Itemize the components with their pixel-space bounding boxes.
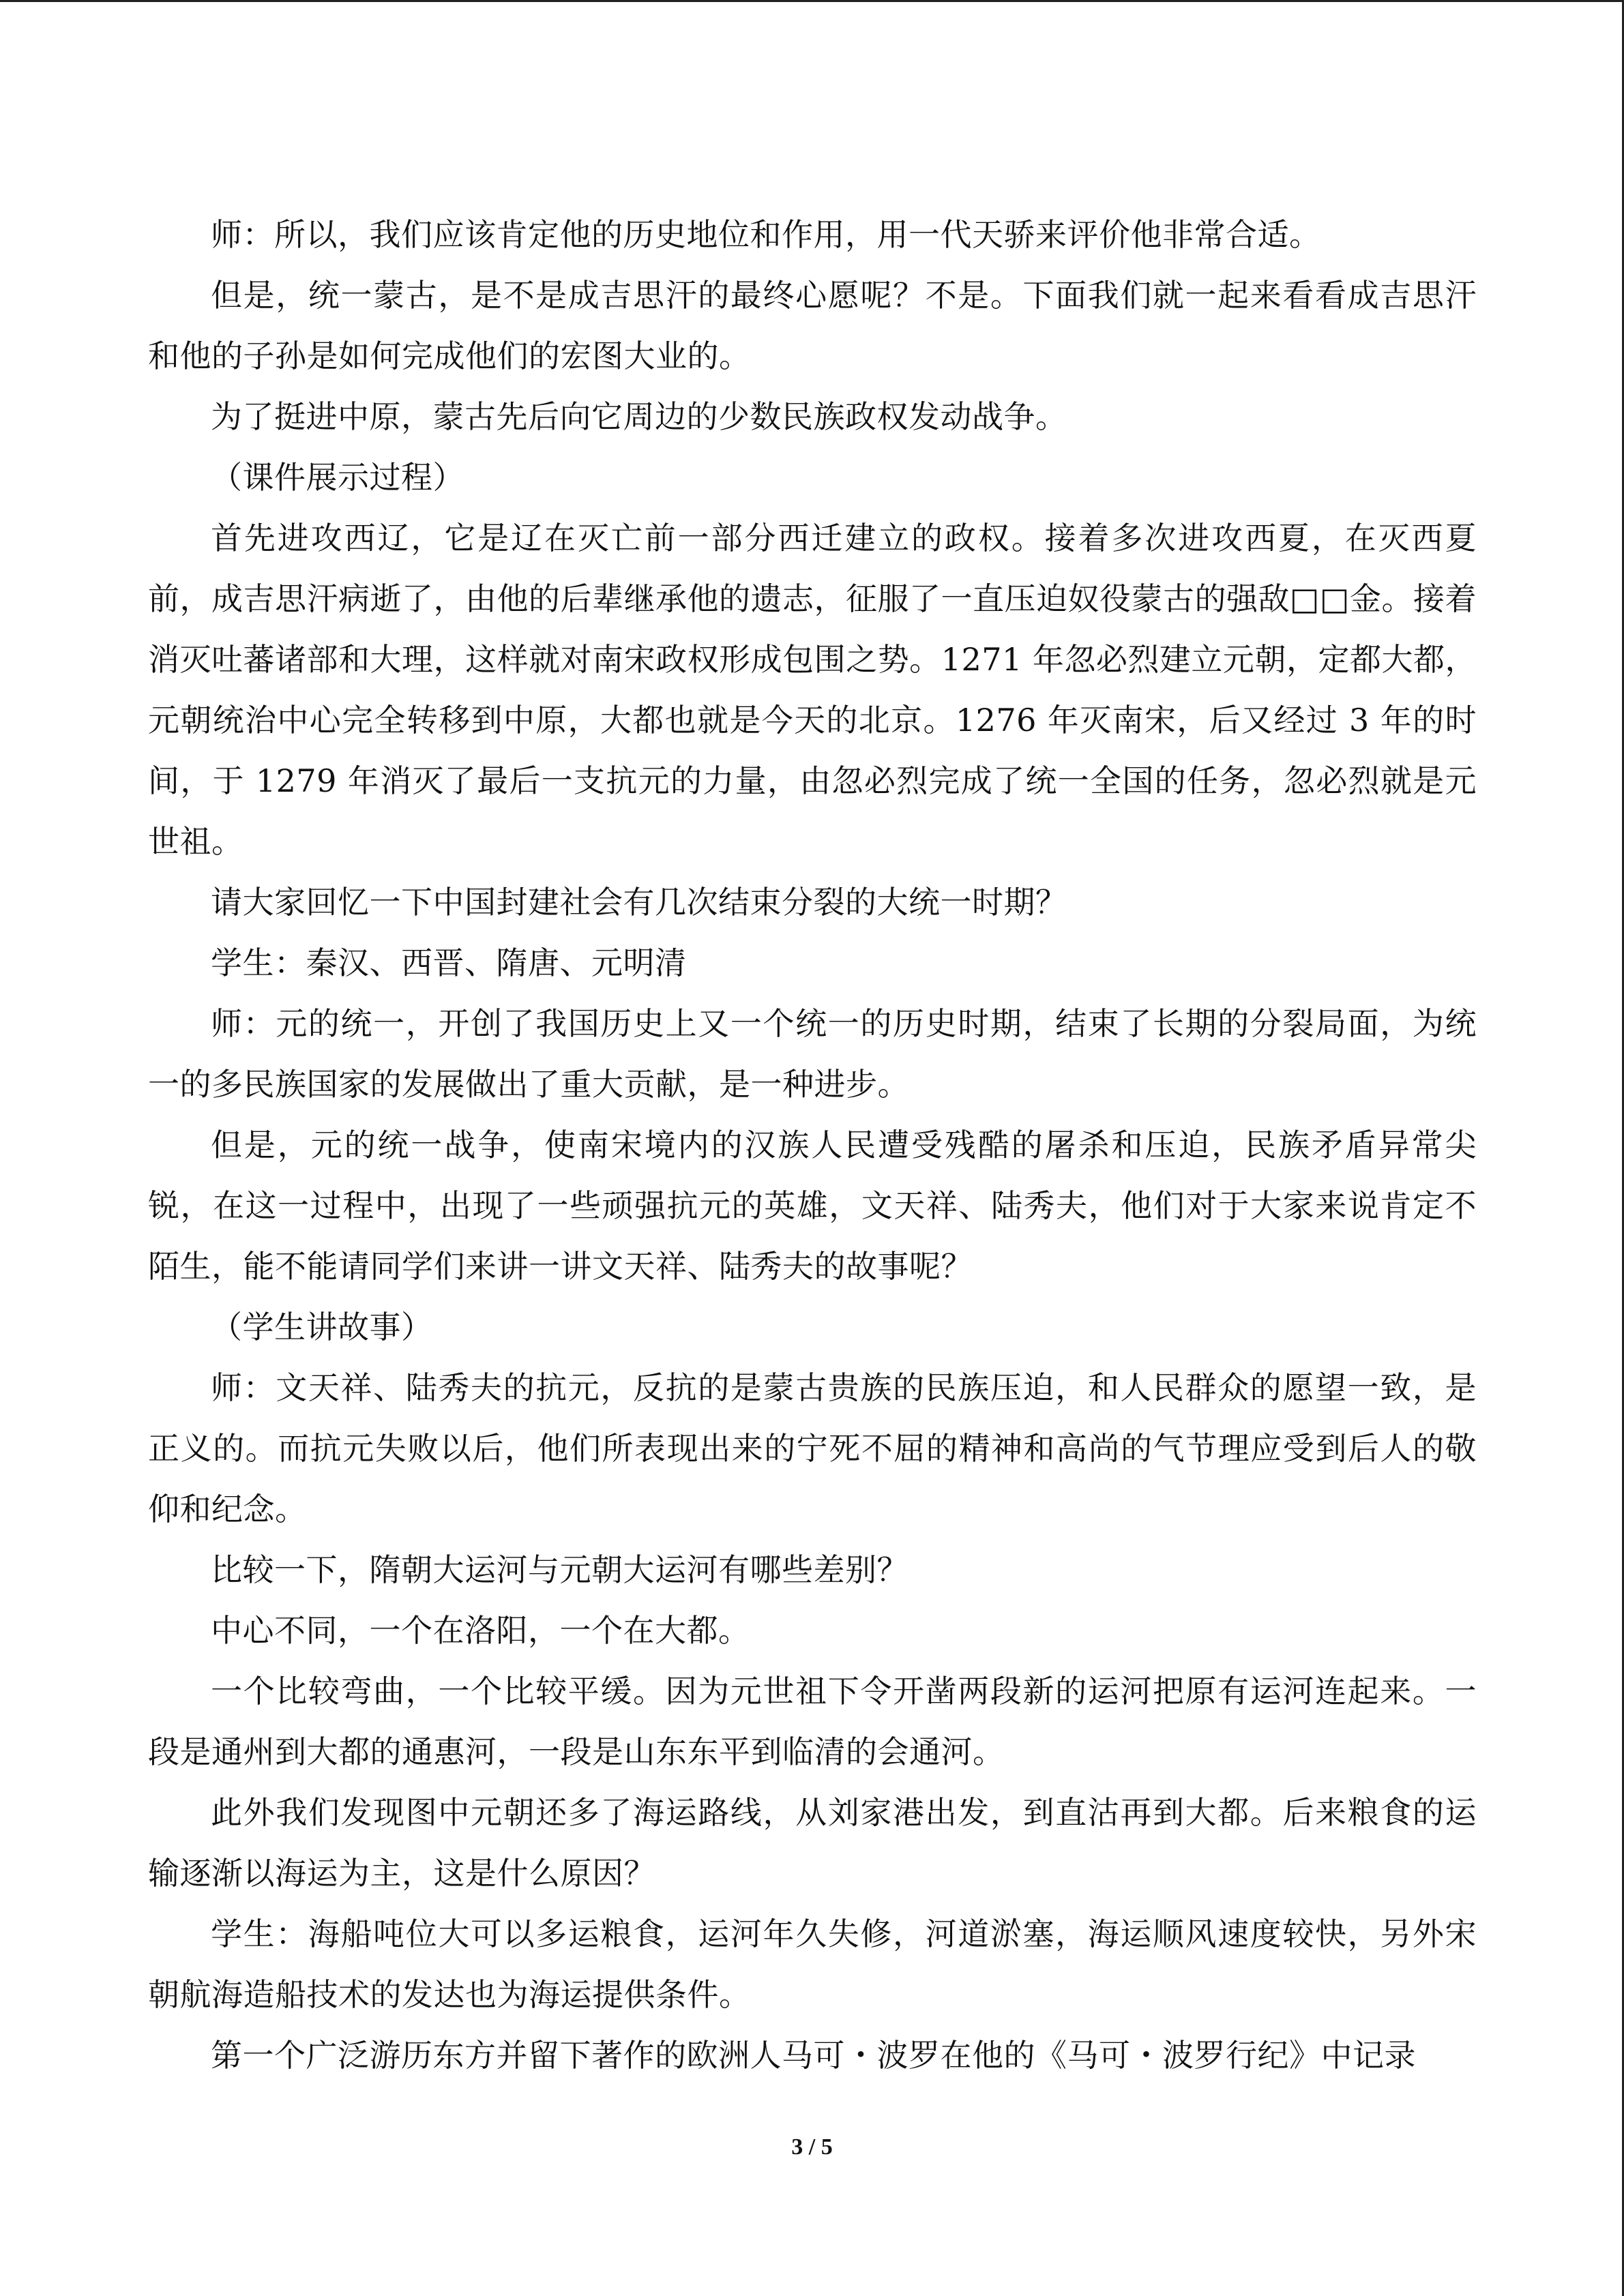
paragraph: 此外我们发现图中元朝还多了海运路线，从刘家港出发，到直沽再到大都。后来粮食的运输逐渐以海运为主，这是什么原因？: [148, 1794, 1477, 1892]
paragraph: 一个比较弯曲，一个比较平缓。因为元世祖下令开凿两段新的运河把原有运河连起来。一段是通州到大都的通惠河，一段是山东东平到临清的会通河。: [148, 1673, 1477, 1770]
paragraph: 师：所以，我们应该肯定他的历史地位和作用，用一代天骄来评价他非常合适。: [211, 216, 1321, 253]
paragraph: 师：元的统一，开创了我国历史上又一个统一的历史时期，结束了长期的分裂局面，为统一的多民族国家的发展做出了重大贡献，是一种进步。: [148, 1005, 1477, 1103]
paragraph: 但是，元的统一战争，使南宋境内的汉族人民遭受残酷的屠杀和压迫，民族矛盾异常尖锐，在这一过程中，出现了一些顽强抗元的英雄，文天祥、陆秀夫，他们对于大家来说肯定不陌生，能不能请同学们来讲一讲文天祥、陆秀夫的故事呢？: [148, 1127, 1477, 1285]
paragraph: 学生：海船吨位大可以多运粮食，运河年久失修，河道淤塞，海运顺风速度较快，另外宋朝航海造船技术的发达也为海运提供条件。: [148, 1915, 1477, 2013]
paragraph: 但是，统一蒙古，是不是成吉思汗的最终心愿呢？不是。下面我们就一起来看看成吉思汗和他的子孙是如何完成他们的宏图大业的。: [148, 277, 1477, 374]
paragraph: 第一个广泛游历东方并留下著作的欧洲人马可・波罗在他的《马可・波罗行纪》中记录: [211, 2037, 1416, 2074]
document-body: [148, 205, 1477, 2086]
paragraph: （学生讲故事）: [211, 1309, 433, 1345]
page-number: 3 / 5: [791, 2134, 833, 2160]
paragraph: 请大家回忆一下中国封建社会有几次结束分裂的大统一时期？: [211, 884, 1067, 921]
paragraph: （课件展示过程）: [211, 459, 464, 496]
page-border-top: [0, 0, 1624, 2]
paragraph: 师：文天祥、陆秀夫的抗元，反抗的是蒙古贵族的民族压迫，和人民群众的愿望一致，是正义的。而抗元失败以后，他们所表现出来的宁死不屈的精神和高尚的气节理应受到后人的敬仰和纪念。: [148, 1369, 1477, 1527]
paragraph: 比较一下，隋朝大运河与元朝大运河有哪些差别？: [211, 1551, 909, 1588]
paragraph: 为了挺进中原，蒙古先后向它周边的少数民族政权发动战争。: [211, 398, 1067, 435]
paragraph: 首先进攻西辽，它是辽在灭亡前一部分西迁建立的政权。接着多次进攻西夏，在灭西夏前，成吉思汗病逝了，由他的后辈继承他的遗志，征服了一直压迫奴役蒙古的强敌□□金。接着消灭吐蕃诸部和大理，这样就对南宋政权形成包围之势。1271 年忽必烈建立元朝，定都大都，元朝统治中心完全转移到中原，大都也就是今天的北京。1276 年灭南宋，后又经过 3 年的时间，于 1279 年消灭了最后一支抗元的力量，由忽必烈完成了统一全国的任务，忽必烈就是元世祖。: [148, 520, 1477, 860]
paragraph: 中心不同，一个在洛阳，一个在大都。: [211, 1612, 750, 1649]
paragraph: 学生：秦汉、西晋、隋唐、元明清: [211, 944, 687, 981]
